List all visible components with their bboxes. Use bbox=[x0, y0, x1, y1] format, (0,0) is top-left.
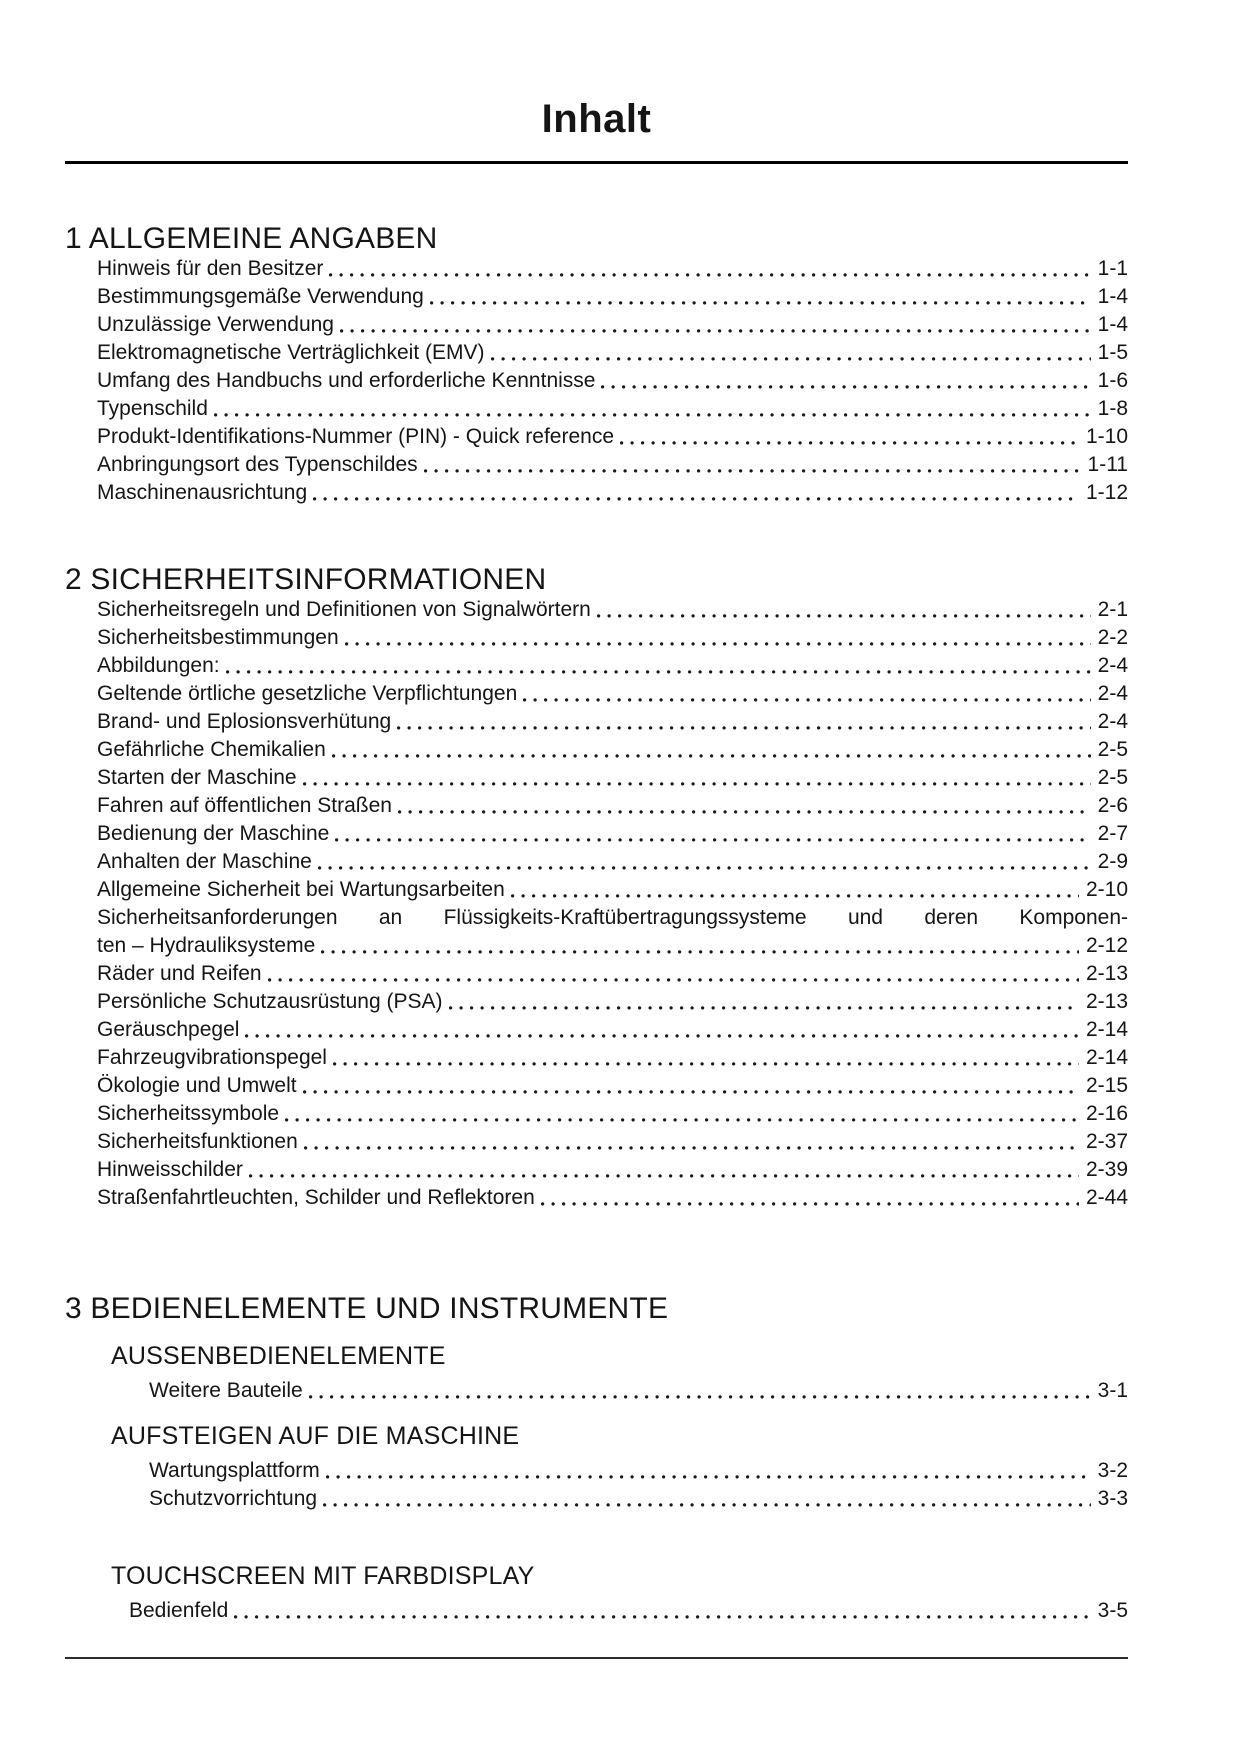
toc-entry-label: Sicherheitsregeln und Definitionen von Signalwörtern bbox=[97, 598, 591, 621]
dot-leader bbox=[340, 329, 1091, 333]
toc-entry-label: Persönliche Schutzausrüstung (PSA) bbox=[97, 990, 443, 1013]
dot-leader bbox=[491, 357, 1091, 361]
toc-entry-label: Schutzvorrichtung bbox=[149, 1487, 318, 1510]
page-title: Inhalt bbox=[541, 97, 652, 141]
dot-leader bbox=[597, 614, 1091, 618]
toc-section bbox=[65, 1292, 1128, 1625]
toc-entry bbox=[97, 1016, 1128, 1044]
toc-entry-label: Abbildungen: bbox=[97, 654, 220, 677]
dot-leader bbox=[541, 1202, 1079, 1206]
dot-leader bbox=[245, 1034, 1079, 1038]
toc-entry-label: Weitere Bauteile bbox=[149, 1379, 303, 1402]
toc-entry-page: 2-37 bbox=[1085, 1130, 1128, 1153]
toc-entry-page: 3-3 bbox=[1097, 1487, 1128, 1510]
toc-entry-label: Umfang des Handbuchs und erforderliche Kenntnisse bbox=[97, 369, 596, 392]
toc-entry bbox=[97, 736, 1128, 764]
toc-entry-label: Hinweis für den Besitzer bbox=[97, 257, 324, 280]
toc-entry-label: Starten der Maschine bbox=[97, 766, 297, 789]
toc-entry-label: Elektromagnetische Verträglichkeit (EMV) bbox=[97, 341, 485, 364]
toc-entry bbox=[97, 255, 1128, 283]
toc-entry-label: Geltende örtliche gesetzliche Verpflichtungen bbox=[97, 682, 518, 705]
toc-entry-label: ten – Hydrauliksysteme bbox=[97, 934, 316, 957]
toc-entry-label: Anhalten der Maschine bbox=[97, 850, 312, 873]
dot-leader bbox=[226, 670, 1091, 674]
toc-entry-page: 2-9 bbox=[1097, 850, 1128, 873]
toc-entry bbox=[97, 1100, 1128, 1128]
toc-entry bbox=[97, 820, 1128, 848]
toc-entry bbox=[97, 960, 1128, 988]
dot-leader bbox=[345, 642, 1091, 646]
dot-leader bbox=[214, 413, 1091, 417]
toc-entry-page: 1-8 bbox=[1097, 397, 1128, 420]
toc-entry-page: 1-11 bbox=[1087, 453, 1128, 476]
toc-entry bbox=[97, 1072, 1128, 1100]
toc-entry-page: 1-6 bbox=[1097, 369, 1128, 392]
toc-section bbox=[65, 222, 1128, 507]
dot-leader bbox=[424, 469, 1081, 473]
toc-entry-label: Geräuschpegel bbox=[97, 1018, 240, 1041]
toc-entry bbox=[97, 367, 1128, 395]
toc-entry bbox=[97, 451, 1128, 479]
toc-content bbox=[65, 0, 1128, 1659]
toc-entry-wrapped-line: Sicherheitsanforderungen an Flüssigkeits-Kraftübertragungssysteme und deren Komponen- bbox=[97, 906, 1128, 929]
toc-entry bbox=[97, 708, 1128, 736]
dot-leader bbox=[309, 1395, 1091, 1399]
toc-entry bbox=[97, 283, 1128, 311]
dot-leader bbox=[329, 273, 1090, 277]
toc-entry-label: Wartungsplattform bbox=[149, 1459, 320, 1482]
toc-entry-label: Typenschild bbox=[97, 397, 208, 420]
toc-entry-label: Unzulässige Verwendung bbox=[97, 313, 334, 336]
toc-entry-page: 2-4 bbox=[1097, 710, 1128, 733]
toc-entry bbox=[97, 764, 1128, 792]
dot-leader bbox=[511, 894, 1079, 898]
toc-entry-label: Bedienung der Maschine bbox=[97, 822, 330, 845]
subsection-heading: TOUCHSCREEN MIT FARBDISPLAY bbox=[111, 1562, 535, 1590]
toc-entry-label: Hinweisschilder bbox=[97, 1158, 243, 1181]
toc-entry-page: 3-5 bbox=[1097, 1599, 1128, 1622]
dot-leader bbox=[397, 726, 1090, 730]
toc-entry bbox=[97, 311, 1128, 339]
toc-entry bbox=[97, 988, 1128, 1016]
section-heading: 1 ALLGEMEINE ANGABEN bbox=[65, 222, 438, 255]
toc-entry bbox=[97, 423, 1128, 451]
toc-entry-page: 2-4 bbox=[1097, 654, 1128, 677]
toc-entry bbox=[97, 792, 1128, 820]
toc-entry-page: 3-2 bbox=[1097, 1459, 1128, 1482]
section-heading: 2 SICHERHEITSINFORMATIONEN bbox=[65, 563, 547, 596]
section-heading: 3 BEDIENELEMENTE UND INSTRUMENTE bbox=[65, 1292, 669, 1325]
toc bbox=[65, 222, 1128, 1625]
dot-leader bbox=[304, 1146, 1079, 1150]
dot-leader bbox=[326, 1475, 1091, 1479]
toc-entry bbox=[97, 1044, 1128, 1072]
dot-leader bbox=[285, 1118, 1079, 1122]
toc-entry-label: Räder und Reifen bbox=[97, 962, 262, 985]
toc-entry-page: 2-16 bbox=[1085, 1102, 1128, 1125]
toc-entry-page: 2-44 bbox=[1085, 1186, 1128, 1209]
toc-entry-page: 1-12 bbox=[1085, 481, 1128, 504]
dot-leader bbox=[430, 301, 1091, 305]
toc-entry-label: Anbringungsort des Typenschildes bbox=[97, 453, 418, 476]
dot-leader bbox=[234, 1615, 1090, 1619]
dot-leader bbox=[333, 1062, 1079, 1066]
dot-leader bbox=[321, 950, 1079, 954]
dot-leader bbox=[323, 1503, 1091, 1507]
dot-leader bbox=[449, 1006, 1079, 1010]
toc-entry-label: Bedienfeld bbox=[129, 1599, 229, 1622]
toc-entry-page: 2-13 bbox=[1085, 990, 1128, 1013]
toc-entry bbox=[97, 680, 1128, 708]
toc-entry bbox=[97, 652, 1128, 680]
toc-entry bbox=[97, 876, 1128, 904]
title-rule bbox=[65, 161, 1128, 164]
toc-entry bbox=[149, 1377, 1128, 1405]
toc-entry-page: 2-1 bbox=[1097, 598, 1128, 621]
toc-entry bbox=[97, 479, 1128, 507]
toc-entry-label: Maschinenausrichtung bbox=[97, 481, 308, 504]
dot-leader bbox=[335, 838, 1090, 842]
toc-entry-page: 2-5 bbox=[1097, 766, 1128, 789]
toc-entry-label: Straßenfahrtleuchten, Schilder und Reflektoren bbox=[97, 1186, 535, 1209]
toc-entry-page: 2-14 bbox=[1085, 1046, 1128, 1069]
toc-entry-page: 2-12 bbox=[1085, 934, 1128, 957]
dot-leader bbox=[601, 385, 1090, 389]
footer-rule bbox=[65, 1657, 1128, 1659]
dot-leader bbox=[620, 441, 1079, 445]
toc-entry-page: 2-4 bbox=[1097, 682, 1128, 705]
toc-entry-page: 1-1 bbox=[1097, 257, 1128, 280]
dot-leader bbox=[303, 1090, 1079, 1094]
toc-entry-label: Fahren auf öffentlichen Straßen bbox=[97, 794, 392, 817]
toc-entry-label: Gefährliche Chemikalien bbox=[97, 738, 326, 761]
toc-entry-label: Produkt-Identifikations-Nummer (PIN) - Quick reference bbox=[97, 425, 614, 448]
toc-entry-label: Fahrzeugvibrationspegel bbox=[97, 1046, 327, 1069]
toc-entry bbox=[97, 624, 1128, 652]
toc-entry bbox=[129, 1597, 1128, 1625]
toc-entry-page: 1-5 bbox=[1097, 341, 1128, 364]
toc-entry-page: 1-4 bbox=[1097, 313, 1128, 336]
toc-entry bbox=[97, 596, 1128, 624]
toc-entry-page: 3-1 bbox=[1097, 1379, 1128, 1402]
dot-leader bbox=[303, 782, 1091, 786]
toc-entry bbox=[97, 932, 1128, 960]
toc-entry bbox=[149, 1485, 1128, 1513]
toc-entry-label: Ökologie und Umwelt bbox=[97, 1074, 297, 1097]
toc-entry-label: Sicherheitsbestimmungen bbox=[97, 626, 339, 649]
toc-entry-page: 2-10 bbox=[1085, 878, 1128, 901]
toc-entry-label: Brand- und Eplosionsverhütung bbox=[97, 710, 392, 733]
dot-leader bbox=[318, 866, 1091, 870]
dot-leader bbox=[523, 698, 1090, 702]
toc-entry-page: 2-7 bbox=[1097, 822, 1128, 845]
dot-leader bbox=[313, 497, 1079, 501]
toc-entry bbox=[97, 1156, 1128, 1184]
toc-entry-label: Allgemeine Sicherheit bei Wartungsarbeiten bbox=[97, 878, 505, 901]
dot-leader bbox=[332, 754, 1091, 758]
toc-entry bbox=[97, 1128, 1128, 1156]
toc-entry bbox=[97, 395, 1128, 423]
toc-entry-label: Sicherheitssymbole bbox=[97, 1102, 280, 1125]
dot-leader bbox=[398, 810, 1091, 814]
toc-entry-page: 2-2 bbox=[1097, 626, 1128, 649]
toc-entry-label: Bestimmungsgemäße Verwendung bbox=[97, 285, 424, 308]
toc-entry-page: 2-15 bbox=[1085, 1074, 1128, 1097]
toc-entry-page: 2-39 bbox=[1085, 1158, 1128, 1181]
toc-section bbox=[65, 563, 1128, 1212]
toc-entry bbox=[97, 339, 1128, 367]
subsection-heading: AUFSTEIGEN AUF DIE MASCHINE bbox=[111, 1422, 520, 1450]
toc-entry-page: 2-13 bbox=[1085, 962, 1128, 985]
toc-entry-page: 2-5 bbox=[1097, 738, 1128, 761]
toc-entry bbox=[97, 1184, 1128, 1212]
subsection-heading: AUSSENBEDIENELEMENTE bbox=[111, 1342, 446, 1370]
toc-entry-page: 2-6 bbox=[1097, 794, 1128, 817]
toc-entry bbox=[149, 1457, 1128, 1485]
toc-entry-page: 1-4 bbox=[1097, 285, 1128, 308]
dot-leader bbox=[249, 1174, 1079, 1178]
toc-entry-page: 1-10 bbox=[1085, 425, 1128, 448]
toc-entry-page: 2-14 bbox=[1085, 1018, 1128, 1041]
dot-leader bbox=[268, 978, 1079, 982]
toc-entry-label: Sicherheitsfunktionen bbox=[97, 1130, 298, 1153]
toc-entry bbox=[97, 848, 1128, 876]
